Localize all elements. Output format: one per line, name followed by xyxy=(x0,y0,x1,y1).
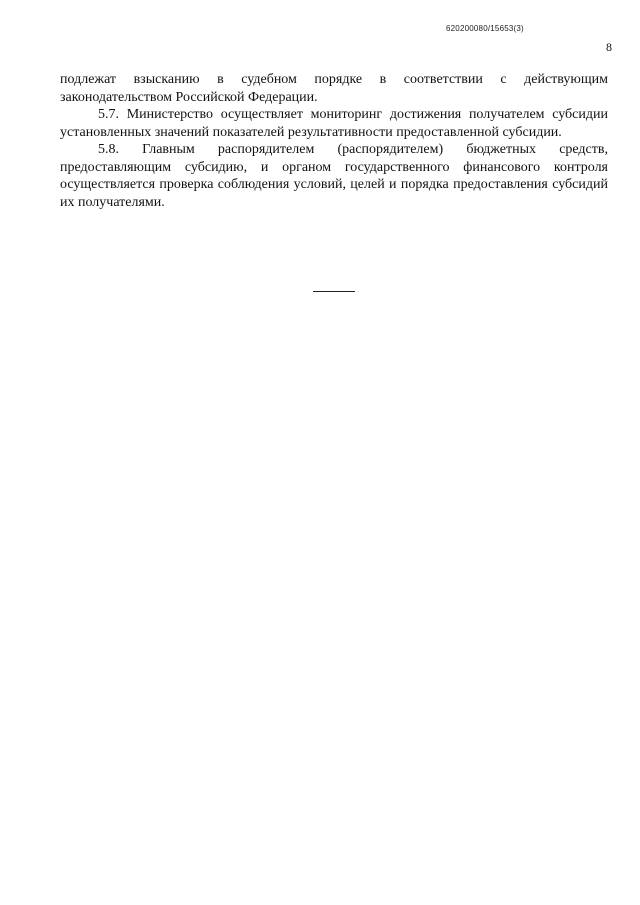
document-body xyxy=(60,71,608,211)
document-id: 620200080/15653(3) xyxy=(446,24,524,33)
paragraph-continuation: подлежат взысканию в судебном порядке в соответствии с действующим законодательством Российской Федерации. xyxy=(60,72,608,105)
end-of-document-rule xyxy=(313,291,355,292)
page-number: 8 xyxy=(606,40,612,54)
paragraph-5-8: 5.8. Главным распорядителем (распорядителем) бюджетных средств, предоставляющим субсидию, и органом государственного финансового контроля осуществляется проверка соблюдения условий, целей и порядка предоставления субсидий их получателями. xyxy=(60,142,608,210)
paragraph-5-7: 5.7. Министерство осуществляет мониторинг достижения получателем субсидии установленных значений показателей результативности предоставленной субсидии. xyxy=(60,107,608,140)
